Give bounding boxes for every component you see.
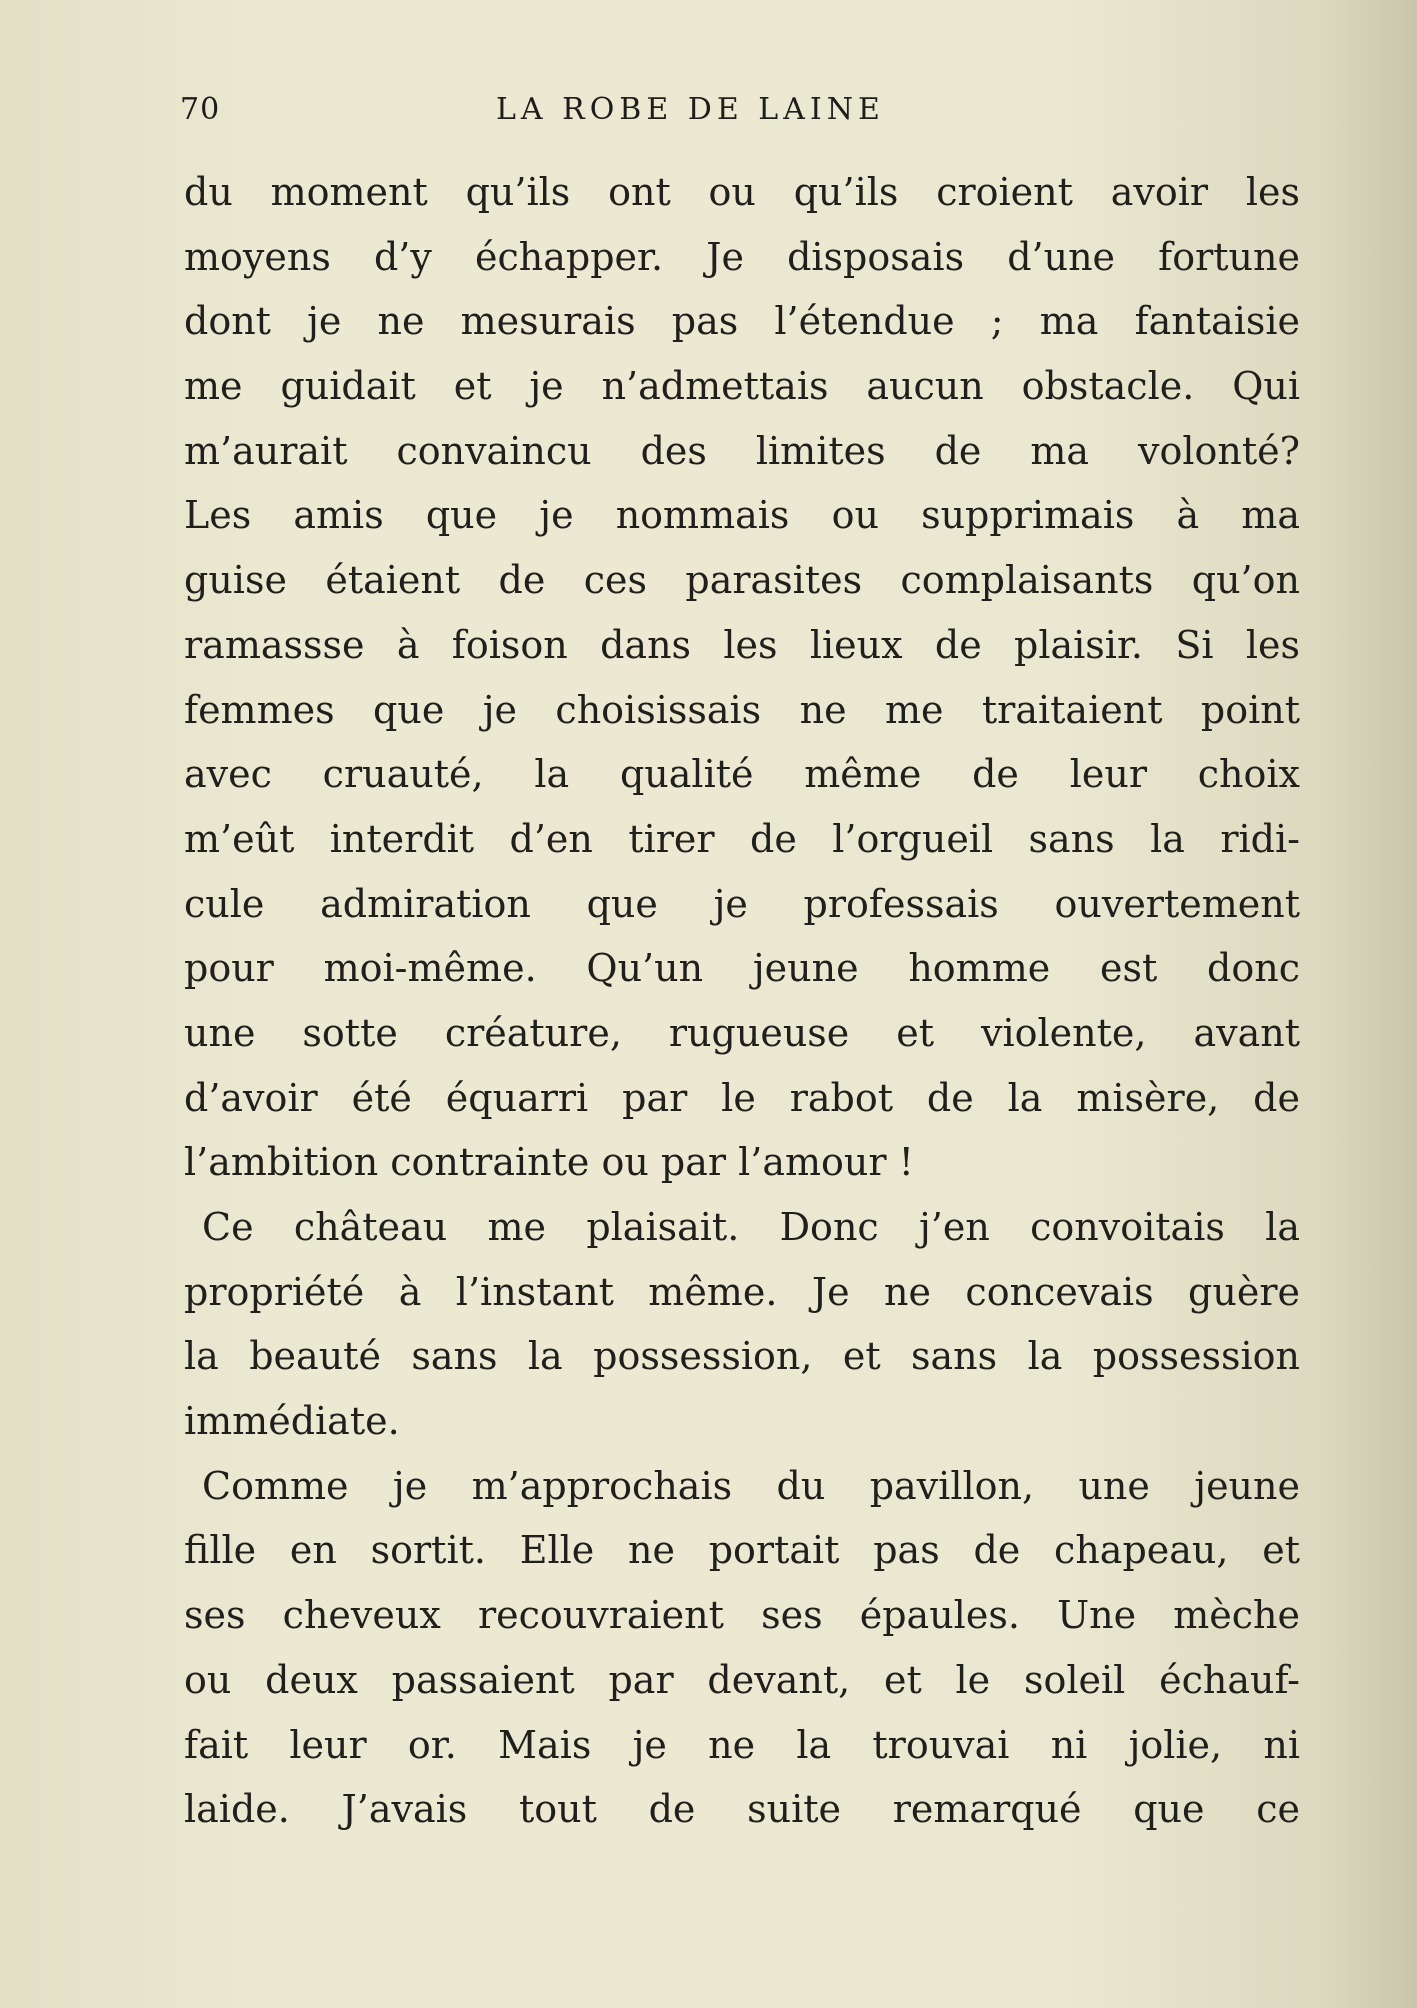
page-header <box>180 92 1300 132</box>
text-line: laide. J’avais tout de suite remarqué que ce <box>184 1787 1300 1832</box>
text-line: fille en sortit. Elle ne portait pas de chapeau, et <box>184 1528 1300 1573</box>
text-line: fait leur or. Mais je ne la trouvai ni jolie, ni <box>184 1722 1300 1767</box>
text-line: du moment qu’ils ont ou qu’ils croient avoir les <box>184 170 1300 214</box>
text-line: femmes que je choisissais ne me traitaient point <box>184 687 1300 732</box>
text-line: cule admiration que je professais ouvertement <box>184 881 1300 926</box>
page-number: 70 <box>180 92 221 127</box>
text-line: moyens d’y échapper. Je disposais d’une fortune <box>184 234 1300 279</box>
text-line: m’eût interdit d’en tirer de l’orgueil sans la ridi- <box>184 816 1300 861</box>
text-line: une sotte créature, rugueuse et violente, avant <box>184 1010 1300 1055</box>
text-line: ses cheveux recouvraient ses épaules. Une mèche <box>184 1593 1300 1638</box>
text-line: avec cruauté, la qualité même de leur choix <box>184 752 1300 797</box>
text-line: d’avoir été équarri par le rabot de la misère, de <box>184 1075 1300 1120</box>
text-line: ou deux passaient par devant, et le soleil échauf- <box>184 1657 1300 1702</box>
text-line: me guidait et je n’admettais aucun obstacle. Qui <box>184 364 1300 409</box>
text-line: la beauté sans la possession, et sans la possession <box>184 1334 1300 1379</box>
text-line: guise étaient de ces parasites complaisants qu’on <box>184 558 1300 603</box>
text-line: Les amis que je nommais ou supprimais à ma <box>184 493 1300 538</box>
running-title: LA ROBE DE LAINE <box>496 92 885 127</box>
text-line: immédiate. <box>184 1399 400 1444</box>
text-line: l’ambition contrainte ou par l’amour ! <box>184 1140 914 1185</box>
text-line: propriété à l’instant même. Je ne concevais guère <box>184 1269 1300 1314</box>
text-line: ramassse à foison dans les lieux de plaisir. Si les <box>184 622 1300 667</box>
text-line: dont je ne mesurais pas l’étendue ; ma fantaisie <box>184 299 1300 344</box>
text-line: Ce château me plaisait. Donc j’en convoitais la <box>202 1205 1300 1249</box>
text-line: Comme je m’approchais du pavillon, une jeune <box>202 1463 1300 1508</box>
text-line: m’aurait convaincu des limites de ma volonté? <box>184 428 1300 473</box>
text-line: pour moi-même. Qu’un jeune homme est donc <box>184 946 1300 991</box>
body-text <box>184 160 1300 1842</box>
